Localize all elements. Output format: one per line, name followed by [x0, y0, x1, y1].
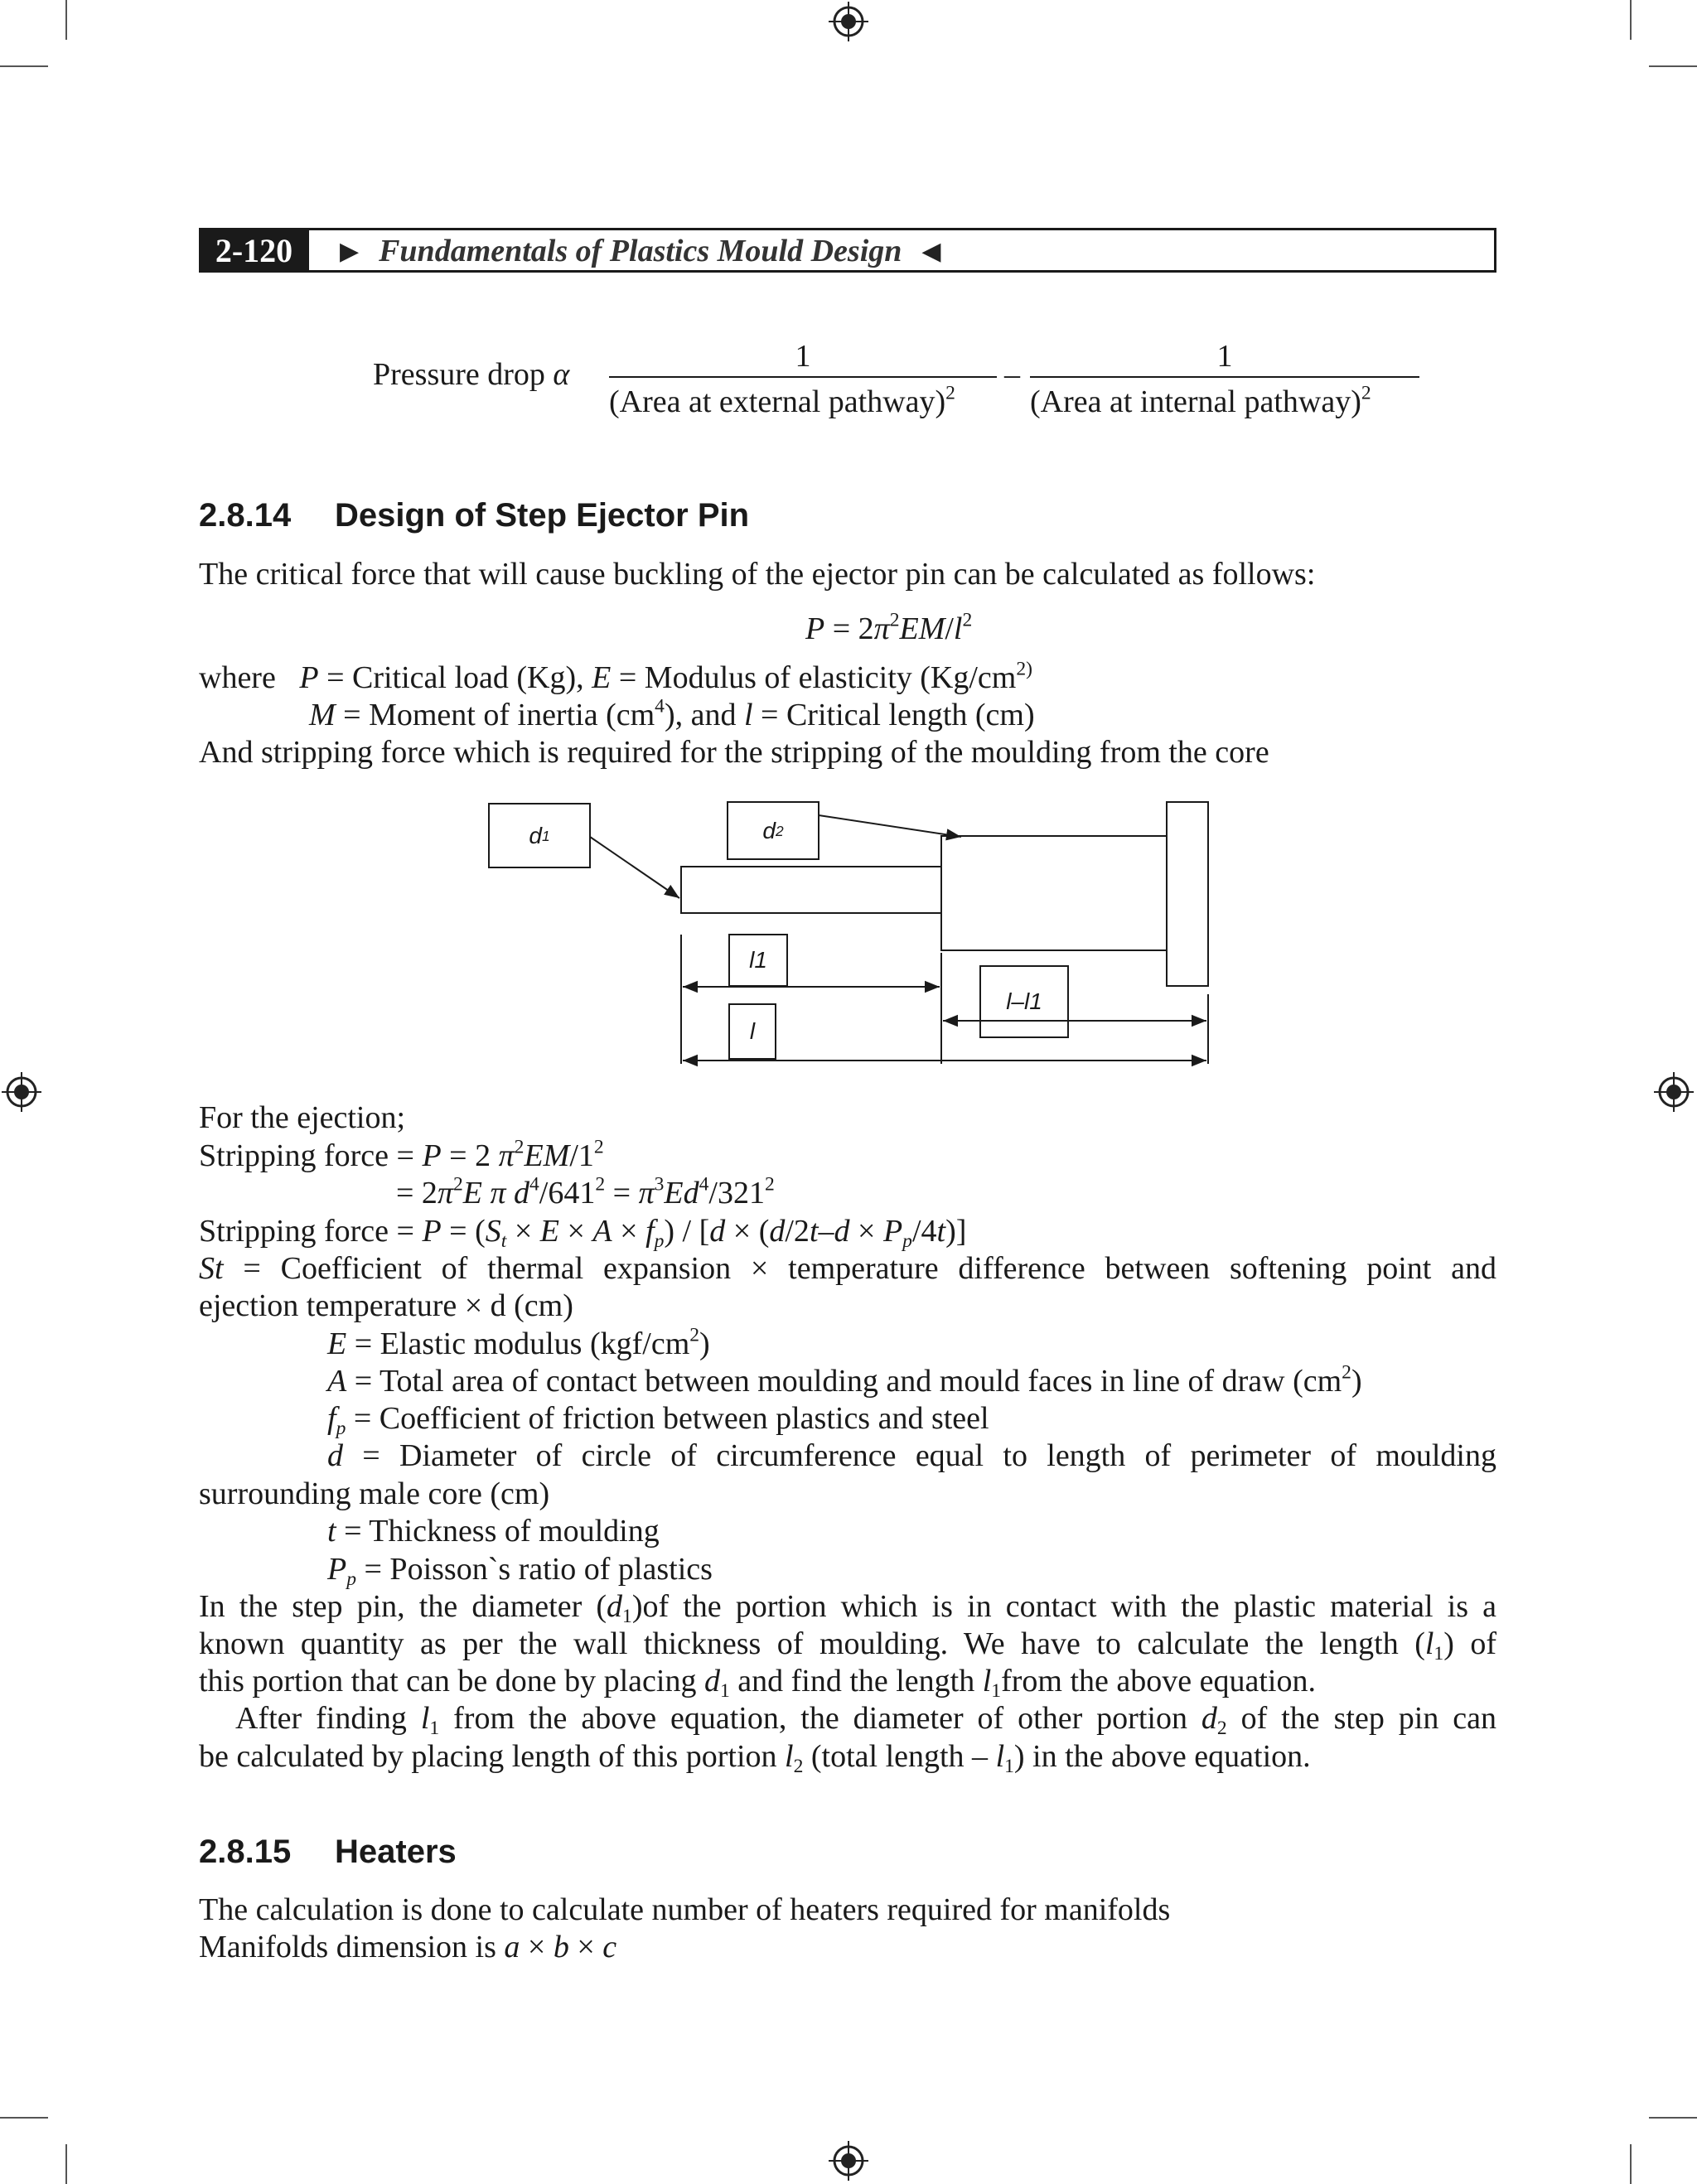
paragraph-line: this portion that can be done by placing $d_1$ and find the length $l_1from$ the above equation. [199, 1664, 1316, 1703]
equation-stripping-force-2: = $2\pi^2E$ π $d^4/641^2 = \pi^3Ed^4/321^2$ [396, 1173, 775, 1210]
paragraph-line: known quantity as per the wall thickness of moulding. We have to calculate the length $(l_1)$ of [199, 1626, 1496, 1665]
section-heading: 2.8.15 Heaters [199, 1834, 457, 1870]
book-title: Fundamentals of Plastics Mould Design [379, 234, 902, 268]
leader-arrow-d1 [590, 837, 679, 898]
fraction-denominator: (Area at internal pathway)$^2$ [1030, 382, 1371, 419]
section-heading: 2.8.14 Design of Step Ejector Pin [199, 497, 750, 534]
equation-stripping-force-1: Stripping force = P = 2 $\pi^2EM/1^2$ [199, 1136, 604, 1173]
equation-critical-load: $P = 2\pi^2EM/l^2$ [805, 609, 973, 646]
definition-st: St = Coefficient of thermal expansion × temperature difference between softening point and [199, 1251, 1496, 1286]
paragraph: And stripping force which is required for the stripping of the moulding from the core [199, 735, 1269, 770]
figure-label-d1: d 1 [529, 822, 550, 848]
figure-label-l-minus-l1: l–l1 [1006, 988, 1042, 1014]
paragraph: Manifolds dimension is a × b × c [199, 1930, 617, 1964]
fraction-denominator: (Area at external pathway)$^2$ [609, 382, 955, 419]
figure-label-l1: l1 [749, 947, 767, 973]
paragraph: For the ejection; [199, 1100, 406, 1135]
leader-arrow-d2 [819, 815, 961, 837]
paragraph: The calculation is done to calculate number of heaters required for manifolds [199, 1892, 1171, 1927]
definition-t: t = Thickness of moulding [327, 1514, 660, 1549]
paragraph: The critical force that will cause buckling of the ejector pin can be calculated as follows: [199, 557, 1316, 592]
fraction-numerator: 1 [795, 339, 811, 374]
definition-pp: $P_p$ = Poisson`s ratio of plastics [327, 1552, 713, 1591]
where-line: M = Moment of inertia $(cm^4)$, and l = Critical length (cm) [309, 695, 1035, 732]
page-number: 2-120 [199, 228, 309, 273]
definition-d: d = Diameter of circle of circumference equal to length of perimeter of moulding [327, 1438, 1496, 1473]
pin-head [1167, 802, 1208, 986]
right-triangle-icon: ▶ [340, 237, 360, 265]
definition-st-cont: ejection temperature × d (cm) [199, 1288, 573, 1323]
definition-fp: $f_p$ = Coefficient of friction between plastics and steel [327, 1401, 989, 1440]
figure-label-l: l [749, 1018, 756, 1044]
paragraph-line: be calculated by placing length of this portion $l_2$ (total length – $l_1$) in the above equation. [199, 1739, 1311, 1778]
pin-large-diameter-section [941, 836, 1167, 950]
definition-d-cont: surrounding male core (cm) [199, 1476, 550, 1511]
equation-stripping-force-3: Stripping force = $P = (S_t \times E \times A \times f_p) / [d \times (d/2t-d \times P_p/4t)]$ [199, 1214, 967, 1253]
minus-sign: – [1004, 357, 1020, 392]
pin-small-diameter-section [681, 867, 941, 913]
paragraph-line: In the step pin, the diameter $(d_1)of$ the portion which is in contact with the plastic material is a [199, 1589, 1497, 1628]
definition-e: E = Elastic modulus $(kgf/cm^2)$ [327, 1324, 710, 1361]
left-triangle-icon: ◀ [921, 237, 941, 265]
fraction-numerator: 1 [1216, 339, 1233, 374]
paragraph-line: After finding $l_1$ from the above equation, the diameter of other portion $d_2$ of the step pin can [235, 1701, 1497, 1740]
definition-a: A = Total area of contact between moulding and mould faces in line of draw $(cm^2)$ [327, 1361, 1362, 1399]
figure-label-d2: d 2 [762, 817, 784, 843]
where-line: where P = Critical load (Kg), E = Modulus of elasticity ($Kg/cm^{2)}$ [199, 658, 1032, 695]
pressure-drop-label: Pressure drop α [373, 357, 570, 392]
